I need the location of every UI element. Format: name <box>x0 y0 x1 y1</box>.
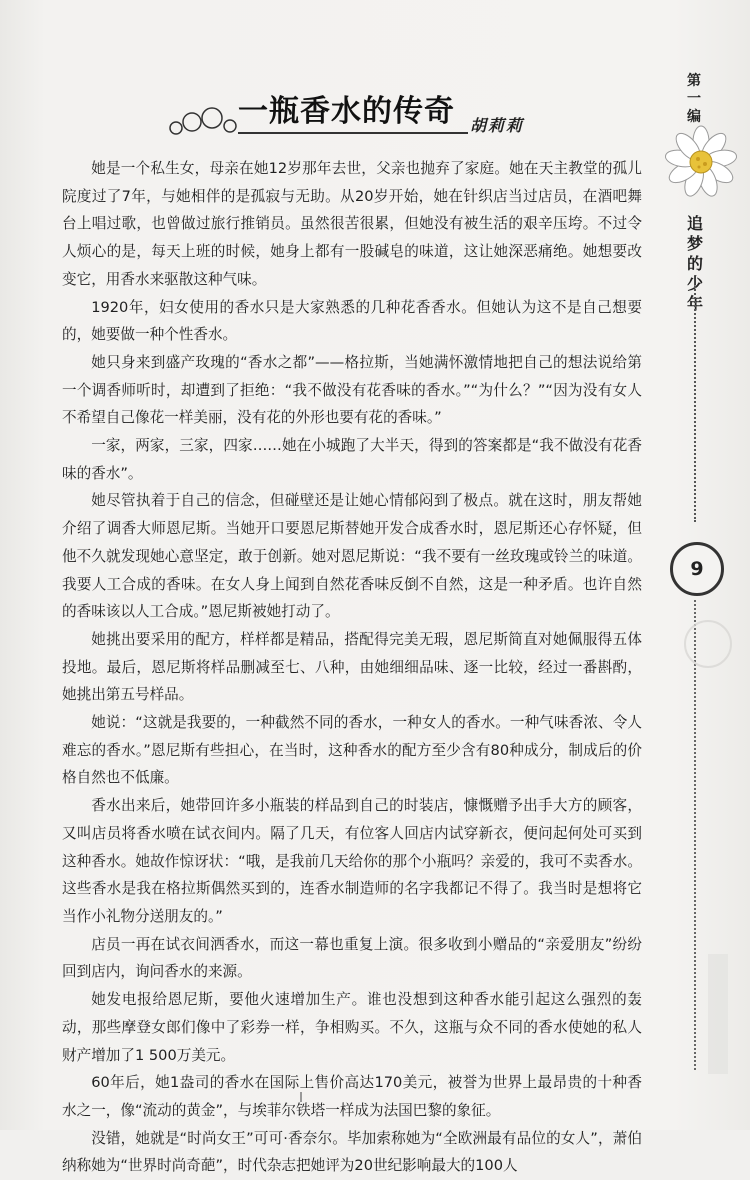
title-underline <box>238 132 468 134</box>
paragraph: 1920年，妇女使用的香水只是大家熟悉的几种花香香水。但她认为这不是自己想要的，她要做一种个性香水。 <box>62 298 642 344</box>
bleed-through-block <box>708 954 728 1074</box>
page-number: 9 <box>690 558 704 580</box>
paragraph: 没错，她就是“时尚女王”可可·香奈尔。毕加索称她为“全欧洲最有品位的女人”，萧伯纳称她为“世界时尚奇葩”，时代杂志把她评为20世纪影响最大的100人 <box>62 1129 642 1175</box>
paragraph: 她发电报给恩尼斯，要他火速增加生产。谁也没想到这种香水能引起这么强烈的轰动，那些摩登女郎们像中了彩券一样，争相购买。不久，这瓶与众不同的香水使她的私人财产增加了1 500万美元。 <box>62 991 642 1064</box>
paragraph: 一家，两家，三家，四家……她在小城跑了大半天，得到的答案都是“我不做没有花香味的香水”。 <box>62 437 642 482</box>
paragraph: 店员一再在试衣间洒香水，而这一幕也重复上演。很多收到小赠品的“亲爱朋友”纷纷回到店内，询问香水的来源。 <box>62 935 642 981</box>
page-number-badge <box>670 542 724 596</box>
page-sidebar <box>660 64 740 1104</box>
article-body <box>62 155 642 1180</box>
paragraph: 她尽管执着于自己的信念，但碰壁还是让她心情郁闷到了极点。就在这时，朋友帮她介绍了调香大师恩尼斯。当她开口要恩尼斯替她开发合成香水时，恩尼斯还心存怀疑，但他不久就发现她心意坚定，敢于创新。她对恩尼斯说：“我不要有一丝玫瑰或铃兰的味道。我要人工合成的香味。在女人身上闻到自然花香味反倒不自然，这是一种矛盾。也许自然的香味该以人工合成。”恩尼斯被她打动了。 <box>62 492 642 621</box>
paragraph: 60年后，她1盎司的香水在国际上售价高达170美元，被誉为世界上最昂贵的十种香水之一，像“流动的黄金”，与埃菲尔铁塔一样成为法国巴黎的象征。 <box>62 1074 642 1119</box>
section-label: 第一编 <box>687 73 701 125</box>
paragraph: 她说：“这就是我要的，一种截然不同的香水，一种女人的香水。一种气味香浓、令人难忘的香水。”恩尼斯有些担心，在当时，这种香水的配方至少含有80种成分，制成后的价格自然也不低廉。 <box>62 714 642 787</box>
paragraph: 香水出来后，她带回许多小瓶装的样品到自己的时装店，慷慨赠予出手大方的顾客，又叫店员将香水喷在试衣间内。隔了几天，有位客人回店内试穿新衣，便问起何处可买到这种香水。她故作惊讶状：“哦，是我前几天给你的那个小瓶吗？亲爱的，我可不卖香水。这些香水是我在格拉斯偶然买到的，连香水制造师的名字我都记不得了。我当时是想将它当作小礼物分送朋友的。” <box>62 797 642 925</box>
sidebar-divider <box>694 286 696 522</box>
article-header <box>168 92 638 144</box>
bubble-decoration-icon <box>168 106 238 140</box>
daisy-flower-icon <box>663 122 739 206</box>
bottom-mark <box>300 1092 302 1102</box>
article-author: 胡莉莉 <box>470 116 525 135</box>
section-title: 追梦的少年 <box>686 214 703 313</box>
paragraph: 她挑出要采用的配方，样样都是精品，搭配得完美无瑕，恩尼斯简直对她佩服得五体投地。最后，恩尼斯将样品删减至七、八种，由她细细品味、逐一比较，经过一番斟酌，她挑出第五号样品。 <box>62 630 642 704</box>
paragraph: 她只身来到盛产玫瑰的“香水之都”——格拉斯，当她满怀激情地把自己的想法说给第一个调香师听时，却遭到了拒绝：“我不做没有花香味的香水。”“为什么？”“因为没有女人不希望自己像花一样美丽，没有花的外形也要有花的香味。” <box>62 353 642 427</box>
article-title: 一瓶香水的传奇 <box>238 94 455 129</box>
paragraph: 她是一个私生女，母亲在她12岁那年去世，父亲也抛弃了家庭。她在天主教堂的孤儿院度过了7年，与她相伴的是孤寂与无助。从20岁开始，她在针织店当过店员，在酒吧舞台上唱过歌，也曾做过旅行推销员。虽然很苦很累，但她没有被生活的艰辛压垮。不过令人烦心的是，每天上班的时候，她身上都有一股碱皂的味道，这让她深恶痛绝。她想要改变它，用香水来驱散这种气味。 <box>62 160 642 288</box>
bleed-through-circle <box>684 620 732 668</box>
sidebar-divider-lower <box>694 600 696 1070</box>
